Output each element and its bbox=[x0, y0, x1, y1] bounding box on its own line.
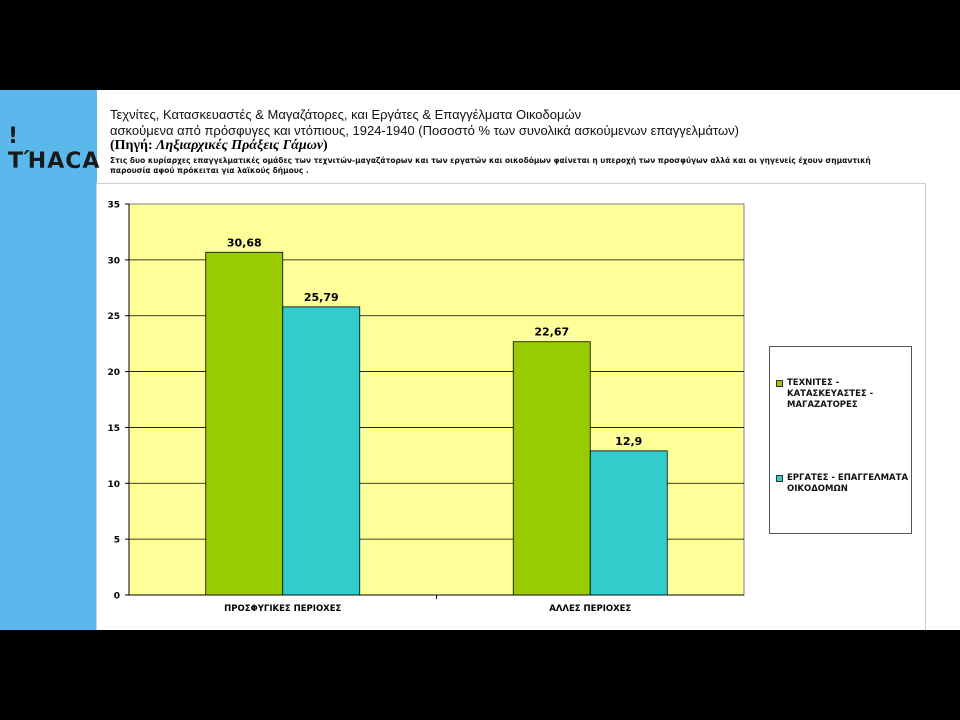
slide bbox=[0, 90, 960, 630]
x-tick-label: ΠΡΟΣΦΥΓΙΚΕΣ ΠΕΡΙΟΧΕΣ bbox=[224, 604, 342, 614]
bar bbox=[206, 252, 283, 595]
chart-legend bbox=[769, 346, 912, 534]
legend-label-series1: ΤΕΧΝΙΤΕΣ - ΚΑΤΑΣΚΕΥΑΣΤΕΣ - ΜΑΓΑΖΑΤΟΡΕΣ bbox=[787, 378, 874, 410]
source-suffix: ) bbox=[323, 138, 328, 153]
y-tick-label: 0 bbox=[113, 591, 120, 602]
y-tick-label: 15 bbox=[107, 423, 120, 434]
data-label: 25,79 bbox=[303, 290, 339, 304]
legend-swatch-series2 bbox=[776, 475, 783, 482]
source-prefix: (Πηγή: bbox=[110, 138, 157, 153]
chart-title-line1: Τεχνίτες, Κατασκευαστές & Μαγαζάτορες, και Εργάτες & Επαγγέλματα Οικοδομών bbox=[110, 107, 582, 122]
ithaca-logo: !ΤΉΑCΑ bbox=[8, 124, 101, 174]
chart-title-line2: ασκούμενα από πρόσφυγες και ντόπιους, 1924-1940 (Ποσοστό % των συνολικά ασκούμενων επαγγελμάτων) bbox=[110, 123, 739, 138]
bar bbox=[590, 451, 667, 595]
data-label: 12,9 bbox=[615, 434, 643, 448]
y-tick-label: 5 bbox=[113, 535, 120, 546]
y-tick-label: 25 bbox=[107, 312, 120, 323]
legend-label-series2: ΕΡΓΑΤΕΣ - ΕΠΑΓΓΕΛΜΑΤΑ ΟΙΚΟΔΟΜΩΝ bbox=[787, 473, 909, 494]
data-label: 22,67 bbox=[534, 325, 570, 339]
chart-note: Στις δυο κυρίαρχες επαγγελματικές ομάδες των τεχνιτών-μαγαζάτορων και των εργατών και οικοδόμων φαίνεται η υπεροχή των προσφύγων αλλά και οι γηγενείς έχουν σημαντική παρουσία αφού πρόκειται για λαϊκούς δήμους . bbox=[110, 156, 871, 175]
y-tick-label: 10 bbox=[107, 479, 120, 490]
data-label: 30,68 bbox=[226, 236, 262, 250]
y-tick-label: 30 bbox=[107, 256, 120, 267]
legend-swatch-series1 bbox=[776, 380, 783, 387]
source-title: Ληξιαρχικές Πράξεις Γάμων bbox=[156, 138, 324, 153]
y-tick-label: 35 bbox=[107, 200, 120, 211]
x-tick-label: ΑΛΛΕΣ ΠΕΡΙΟΧΕΣ bbox=[549, 604, 632, 614]
y-tick-label: 20 bbox=[107, 368, 120, 379]
bar bbox=[283, 307, 360, 595]
bar bbox=[513, 342, 590, 595]
